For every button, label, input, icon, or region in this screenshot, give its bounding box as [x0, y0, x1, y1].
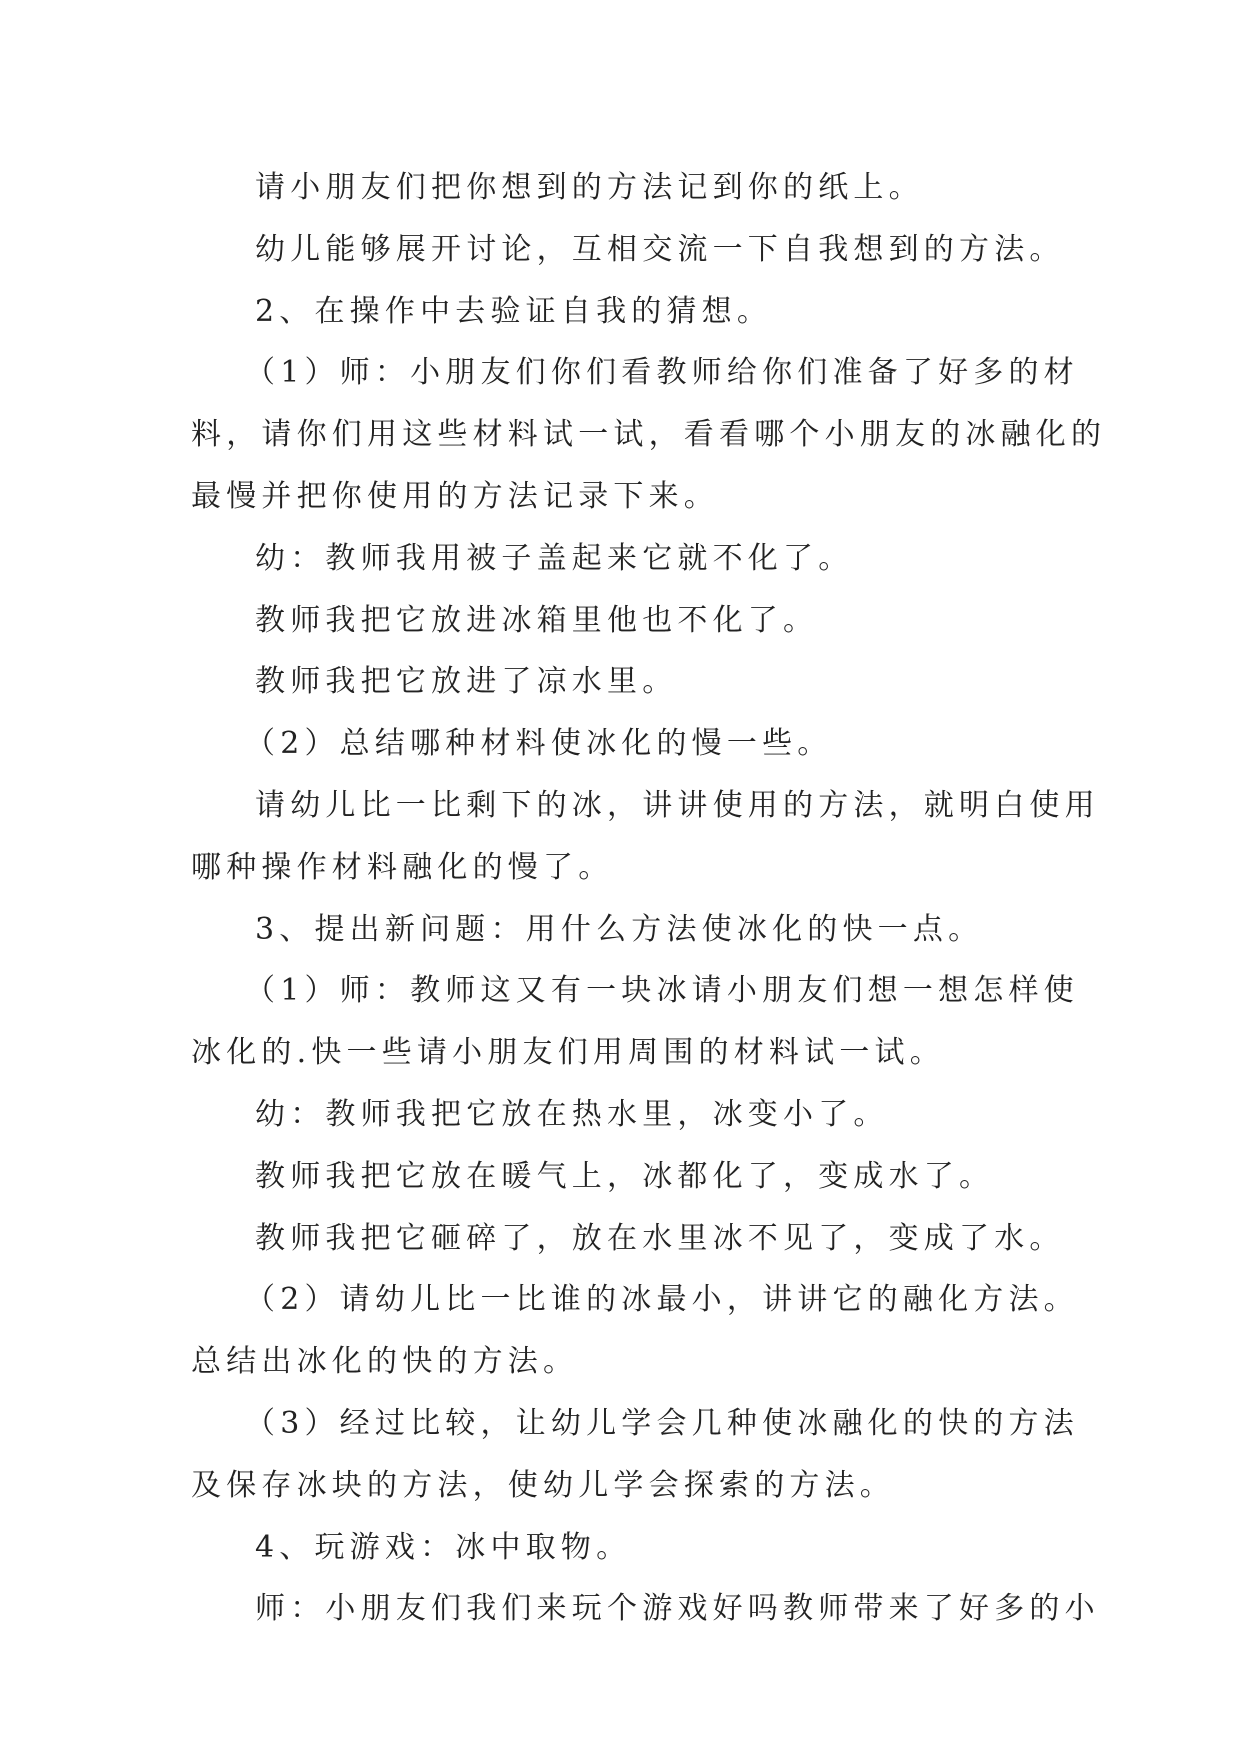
text-line: 幼儿能够展开讨论，互相交流一下自我想到的方法。 [255, 231, 1065, 267]
text-line: （2）请幼儿比一比谁的冰最小，讲讲它的融化方法。 [245, 1282, 1079, 1318]
text-line: 幼：教师我把它放在热水里，冰变小了。 [255, 1096, 889, 1132]
text-line: （2）总结哪种材料使冰化的慢一些。 [245, 726, 833, 762]
text-line: 4、玩游戏：冰中取物。 [255, 1529, 632, 1565]
text-line: 教师我把它砸碎了，放在水里冰不见了，变成了水。 [255, 1220, 1065, 1256]
text-line: 教师我把它放在暖气上，冰都化了，变成水了。 [255, 1158, 995, 1194]
text-line: 教师我把它放进冰箱里他也不化了。 [255, 602, 819, 638]
text-line: （1）师：小朋友们你们看教师给你们准备了好多的材 [245, 355, 1079, 391]
text-line: 教师我把它放进了凉水里。 [255, 664, 678, 700]
text-line: （3）经过比较，让幼儿学会几种使冰融化的快的方法 [245, 1405, 1079, 1441]
text-line: 2、在操作中去验证自我的猜想。 [255, 293, 773, 329]
text-line: 及保存冰块的方法，使幼儿学会探索的方法。 [191, 1467, 895, 1503]
document-body [191, 157, 1107, 1640]
text-line: （1）师：教师这又有一块冰请小朋友们想一想怎样使 [245, 973, 1079, 1009]
text-line: 哪种操作材料融化的慢了。 [191, 849, 614, 885]
text-line: 幼：教师我用被子盖起来它就不化了。 [255, 540, 854, 576]
text-line: 最慢并把你使用的方法记录下来。 [191, 478, 719, 514]
text-line: 料，请你们用这些材料试一试，看看哪个小朋友的冰融化的 [191, 417, 1107, 453]
text-line: 师：小朋友们我们来玩个游戏好吗教师带来了好多的小 [255, 1591, 1100, 1627]
text-line: 请幼儿比一比剩下的冰，讲讲使用的方法，就明白使用 [255, 787, 1100, 823]
text-line: 冰化的.快一些请小朋友们用周围的材料试一试。 [191, 1035, 945, 1071]
text-line: 3、提出新问题：用什么方法使冰化的快一点。 [255, 911, 984, 947]
text-line: 请小朋友们把你想到的方法记到你的纸上。 [255, 170, 924, 205]
text-line: 总结出冰化的快的方法。 [191, 1344, 579, 1380]
